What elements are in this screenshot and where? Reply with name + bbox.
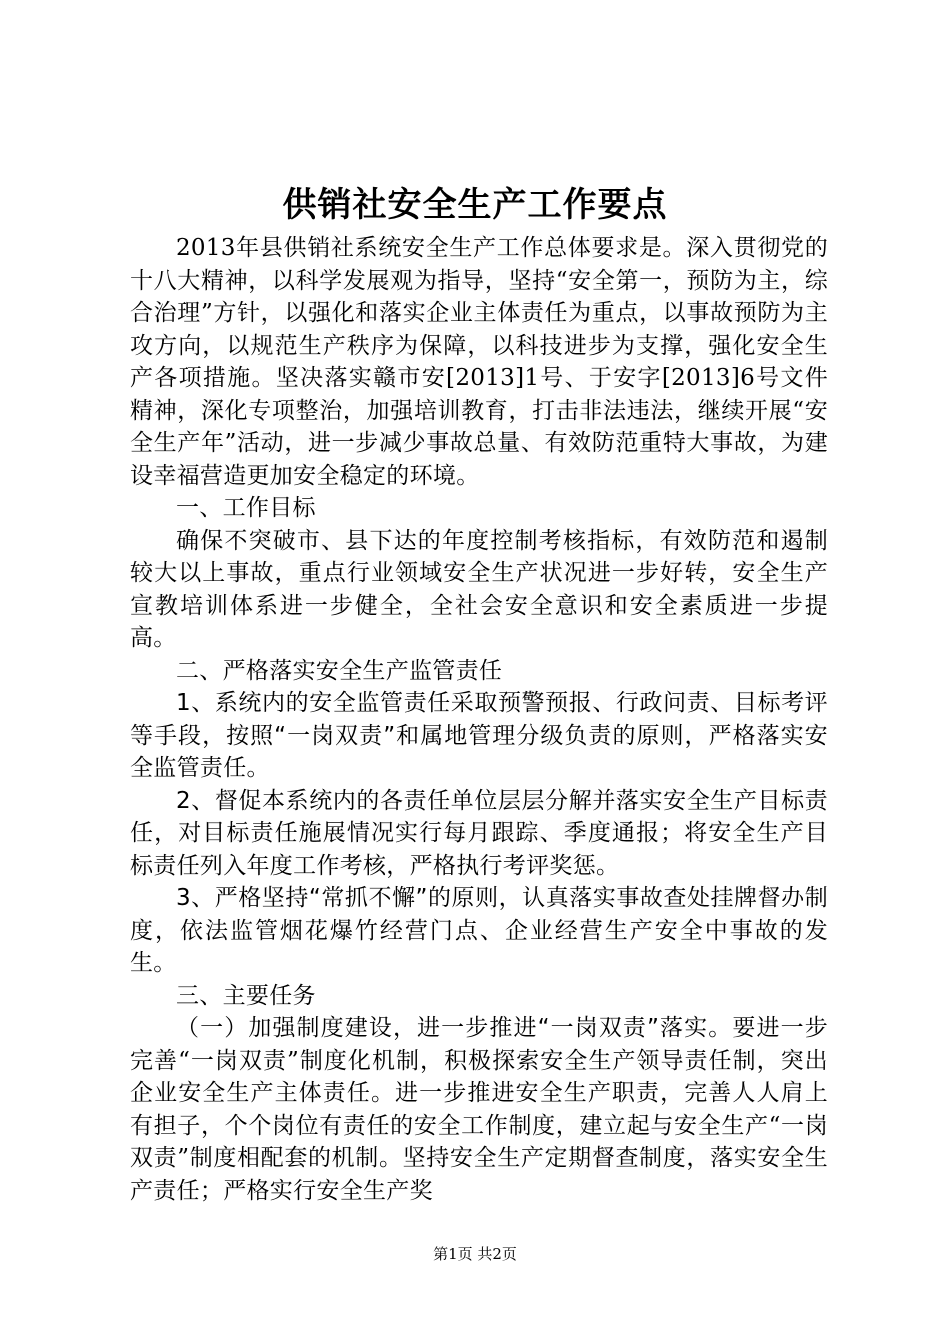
document-title: 供销社安全生产工作要点	[282, 185, 668, 225]
section-heading-responsibility: 二、严格落实安全生产监管责任	[176, 657, 503, 684]
section-heading-goals: 一、工作目标	[176, 495, 316, 521]
responsibility-item-2: 2、督促本系统内的各责任单位层层分解并落实安全生产目标责任，对目标责任施展情况实行每月跟踪、季度通报；将安全生产目标责任列入年度工作考核，严格执行考评奖惩。	[130, 787, 828, 879]
page-footer: 第1页 共2页	[433, 1245, 517, 1263]
responsibility-item-1: 1、系统内的安全监管责任采取预警预报、行政问责、目标考评等手段，按照“一岗双责”和属地管理分级负责的原则，严格落实安全监管责任。	[130, 690, 828, 781]
tasks-subheading-1: （一）加强制度建设，进一步推进“一岗双责”落实。	[176, 1015, 733, 1041]
section-heading-tasks: 三、主要任务	[176, 982, 316, 1009]
responsibility-item-3: 3、严格坚持“常抓不懈”的原则，认真落实事故查处挂牌督办制度，依法监管烟花爆竹经营门点、企业经营生产安全中事故的发生。	[130, 885, 828, 976]
tasks-text-1: 要进一步完善“一岗双责”制度化机制，积极探索安全生产领导责任制，突出企业安全生产主体责任。进一步推进安全生产职责，完善人人肩上有担子，个个岗位有责任的安全工作制度，建立起与安全生产“一岗双责”制度相配套的机制。坚持安全生产定期督查制度，落实安全生产责任；严格实行安全生产奖	[130, 1015, 829, 1204]
document-body	[130, 232, 828, 1207]
tasks-paragraph-1	[130, 1012, 828, 1207]
goals-paragraph: 确保不突破市、县下达的年度控制考核指标，有效防范和遏制较大以上事故，重点行业领域安全生产状况进一步好转，安全生产宣教培训体系进一步健全，全社会安全意识和安全素质进一步提高。	[130, 527, 828, 651]
intro-paragraph: 2013年县供销社系统安全生产工作总体要求是。深入贯彻党的十八大精神，以科学发展观为指导，坚持“安全第一，预防为主，综合治理”方针，以强化和落实企业主体责任为重点，以事故预防为主攻方向，以规范生产秩序为保障，以科技进步为支撑，强化安全生产各项措施。坚决落实赣市安[2013]1号、于安字[2013]6号文件精神，深化专项整治，加强培训教育，打击非法违法，继续开展“安全生产年”活动，进一步减少事故总量、有效防范重特大事故，为建设幸福营造更加安全稳定的环境。	[130, 235, 828, 489]
